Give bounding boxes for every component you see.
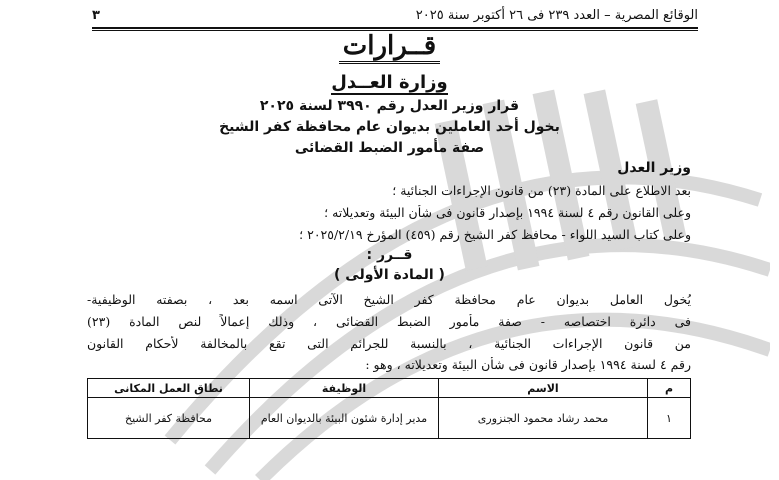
cell-name: محمد رشاد محمود الجنزورى — [439, 398, 648, 439]
article-line-4: رقم ٤ لسنة ١٩٩٤ بإصدار قانون فى شأن البيئة وتعديلاته ، وهو : — [365, 357, 691, 372]
header-serial: م — [648, 379, 691, 398]
preamble-line-1: بعد الاطلاع على المادة (٢٣) من قانون الإجراءات الجنائية ؛ — [392, 183, 691, 198]
article-line-2: فى دائرة اختصاصه - صفة مأمور الضبط القضائى ، وذلك إعمالاً لنص المادة (٢٣) — [87, 314, 691, 329]
page-number: ٣ — [92, 7, 100, 23]
article-line-1: يُخول العامل بديوان عام محافظة كفر الشيخ الآتى اسمه بعد ، بصفته الوظيفية- — [87, 292, 691, 307]
names-table — [87, 378, 691, 439]
section-heading: قــرارات — [0, 31, 779, 61]
running-title: الوقائع المصرية – العدد ٢٣٩ فى ٢٦ أكتوبر سنة ٢٠٢٥ — [415, 7, 698, 23]
article-line-3: من قانون الإجراءات الجنائية ، بالنسبة للجرائم التى تقع بالمخالفة لأحكام القانون — [87, 336, 691, 351]
header-jurisdiction: نطاق العمل المكانى — [88, 379, 250, 398]
issuer-heading: وزير العدل — [617, 160, 691, 176]
cell-job: مدير إدارة شئون البيئة بالديوان العام — [250, 398, 439, 439]
cell-jurisdiction: محافظة كفر الشيخ — [88, 398, 250, 439]
preamble-line-2: وعلى القانون رقم ٤ لسنة ١٩٩٤ بإصدار قانون فى شأن البيئة وتعديلاته ؛ — [324, 205, 691, 220]
table-row — [88, 398, 691, 439]
header-name: الاسم — [439, 379, 648, 398]
header-job: الوظيفة — [250, 379, 439, 398]
decree-subject-line-1: بخول أحد العاملين بديوان عام محافظة كفر الشيخ — [219, 119, 560, 135]
decree-subject-line-2: صفة مأمور الضبط القضائى — [294, 140, 485, 156]
cell-serial: ١ — [648, 398, 691, 439]
running-head — [92, 5, 698, 25]
table-header-row — [88, 379, 691, 398]
ministry-name: وزارة العــدل — [331, 72, 448, 93]
article-title: ( المادة الأولى ) — [334, 267, 445, 283]
preamble-line-3: وعلى كتاب السيد اللواء - محافظ كفر الشيخ رقم (٤٥٩) المؤرخ ٢٠٢٥/٢/١٩ ؛ — [299, 227, 691, 242]
decides-heading: قــرر : — [366, 247, 413, 263]
decree-number: قرار وزير العدل رقم ٣٩٩٠ لسنة ٢٠٢٥ — [259, 98, 520, 114]
